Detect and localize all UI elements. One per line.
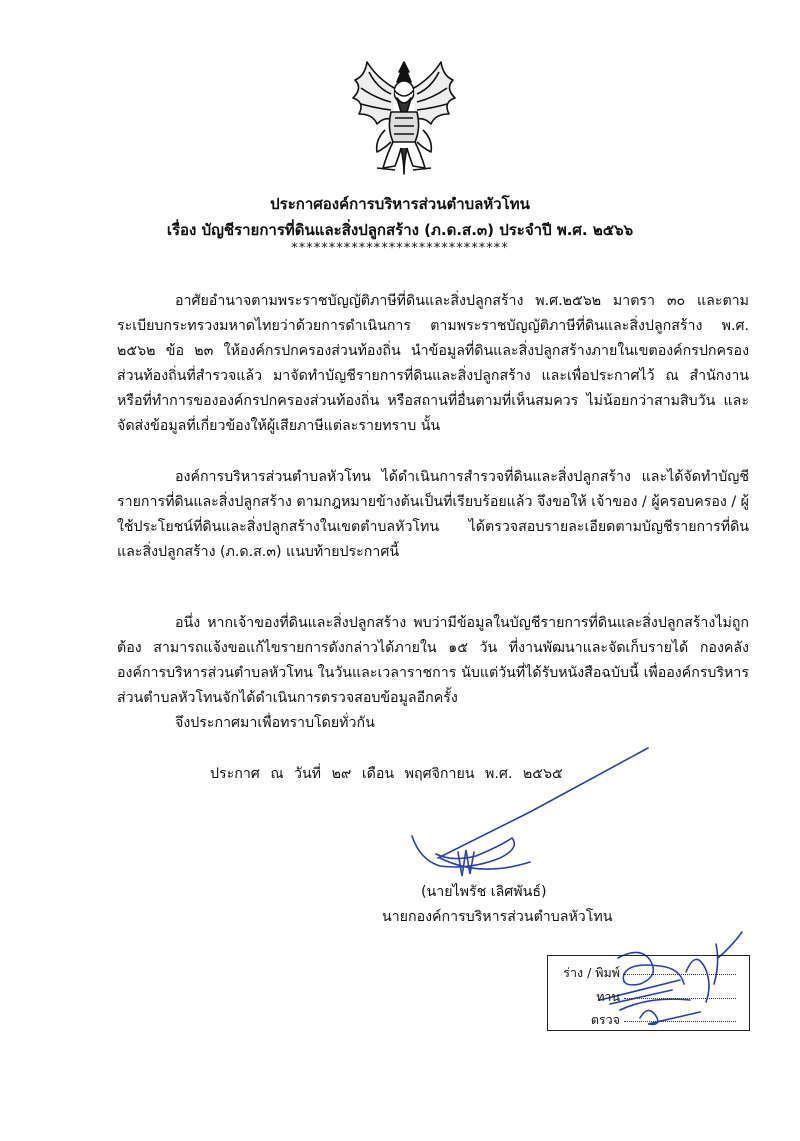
approval-dotted-line	[624, 974, 736, 975]
separator-line: *****************************	[291, 241, 509, 256]
signer-position: นายกองค์การบริหารส่วนตำบลหัวโทน	[382, 909, 613, 925]
announcement-date	[210, 763, 563, 785]
garuda-emblem-icon	[347, 58, 461, 176]
approval-box	[547, 955, 750, 1031]
signer-name: (นายไพรัช เลิศพันธ์)	[421, 884, 547, 900]
date-month: พฤศจิกายน	[404, 766, 475, 782]
body-paragraph-2: องค์การบริหารส่วนตำบลหัวโทน ได้ดำเนินการสำรวจที่ดินและสิ่งปลูกสร้าง และได้จัดทำบัญชีรายการที่ดินและสิ่งปลูกสร้าง ตามกฎหมายข้างต้นเป็นที่เรียบร้อยแล้ว จึงขอให้ เจ้าของ / ผู้ครอบครอง / ผู้ใช้ประโยชน์ที่ดินและสิ่งปลูกสร้างในเขตตำบลหัวโทน ได้ตรวจสอบรายละเอียดตามบัญชีรายการที่ดินและสิ่งปลูกสร้าง (ภ.ด.ส.๓) แนบท้ายประกาศนี้	[117, 469, 749, 560]
closing-statement: จึงประกาศมาเพื่อทราบโดยทั่วกัน	[175, 715, 375, 731]
body-paragraph-1: อาศัยอำนาจตามพระราชบัญญัติภาษีที่ดินและสิ่งปลูกสร้าง พ.ศ.๒๕๖๒ มาตรา ๓๐ และตามระเบียบกระทรวงมหาดไทยว่าด้วยการดำเนินการ ตามพระราชบัญญัติภาษีที่ดินและสิ่งปลูกสร้าง พ.ศ. ๒๕๖๒ ข้อ ๒๓ ให้องค์กรปกครองส่วนท้องถิ่น นำข้อมูลที่ดินและสิ่งปลูกสร้างภายในเขตองค์กรปกครองส่วนท้องถิ่นที่สำรวจแล้ว มาจัดทำบัญชีรายการที่ดินและสิ่งปลูกสร้าง และเพื่อประกาศไว้ ณ สำนักงาน หรือที่ทำการขององค์กรปกครองส่วนท้องถิ่น หรือสถานที่อื่นตามที่เห็นสมควร ไม่น้อยกว่าสามสิบวัน และจัดส่งข้อมูลที่เกี่ยวข้องให้ผู้เสียภาษีแต่ละรายทราบ นั้น	[117, 293, 749, 434]
date-day: ๒๙	[331, 766, 352, 782]
approval-dotted-line	[624, 1021, 736, 1022]
approval-label: ตรวจ	[590, 1012, 620, 1027]
approval-label: ทาน	[596, 989, 620, 1004]
date-year-label: พ.ศ.	[485, 766, 513, 782]
announcement-title: ประกาศองค์การบริหารส่วนตำบลหัวโทน	[270, 195, 530, 213]
body-paragraph-3: อนึ่ง หากเจ้าของที่ดินและสิ่งปลูกสร้าง พบว่ามีข้อมูลในบัญชีรายการที่ดินและสิ่งปลูกสร้างไม่ถูกต้อง สามารถแจ้งขอแก้ไขรายการดังกล่าวได้ภายใน ๑๕ วัน ที่งานพัฒนาและจัดเก็บรายได้ กองคลัง องค์การบริหารส่วนตำบลหัวโทน ในวันและเวลาราชการ นับแต่วันที่ได้รับหนังสือฉบับนี้ เพื่อองค์กรบริหารส่วนตำบลหัวโทนจักได้ดำเนินการตรวจสอบข้อมูลอีกครั้ง	[117, 615, 749, 706]
approval-dotted-line	[624, 998, 736, 999]
date-day-label: วันที่	[294, 766, 322, 782]
date-month-label: เดือน	[361, 766, 395, 782]
announcement-subject: เรื่อง บัญชีรายการที่ดินและสิ่งปลูกสร้าง (ภ.ด.ส.๓) ประจำปี พ.ศ. ๒๕๖๖	[166, 221, 634, 239]
date-at: ณ	[270, 766, 284, 782]
date-prefix: ประกาศ	[210, 766, 260, 782]
approval-label: ร่าง / พิมพ์	[563, 965, 620, 980]
date-year: ๒๕๖๕	[522, 766, 563, 782]
